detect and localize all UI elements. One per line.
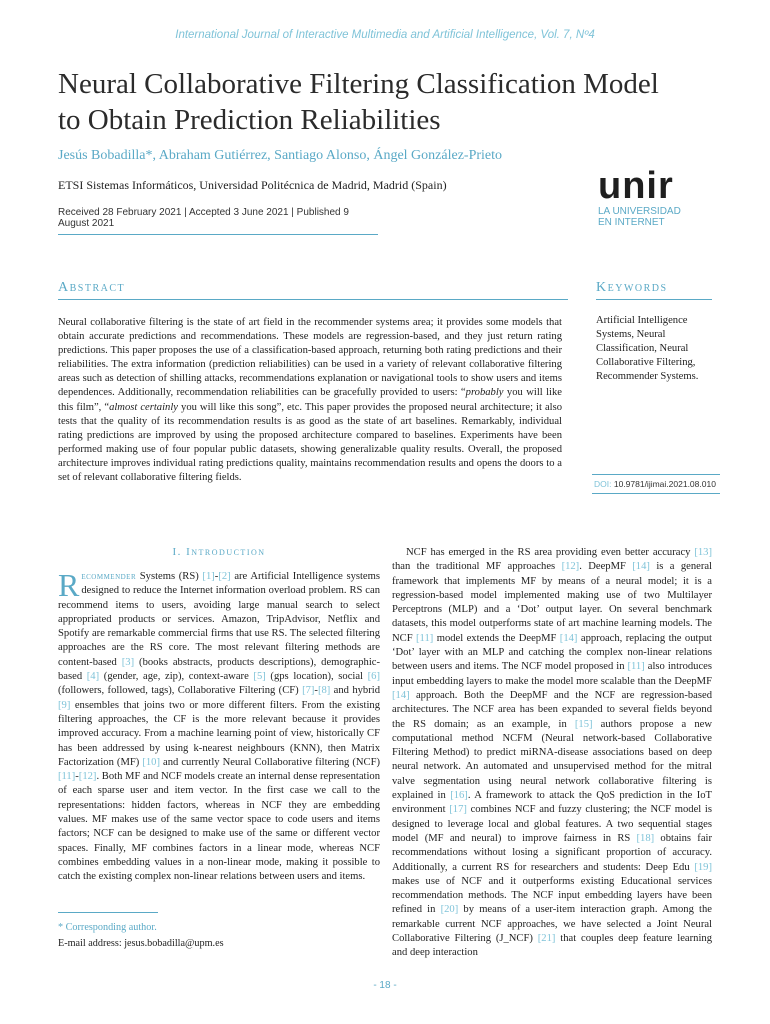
- abstract-emphasis-1: probably: [465, 387, 504, 399]
- footnote: [58, 920, 358, 952]
- body-column-left: [58, 567, 380, 885]
- doi-label: DOI:: [594, 479, 612, 489]
- citation-link[interactable]: [5]: [253, 671, 266, 683]
- text: . DeepMF: [579, 561, 633, 573]
- citation-link[interactable]: [21]: [537, 933, 556, 945]
- doi-value[interactable]: 10.9781/ijimai.2021.08.010: [611, 479, 716, 489]
- text: combines NCF and fuzzy clustering; the NCF model is designed to leverage local and global features. A two sequential stages model (MF and neural) to improve fairness in RS: [392, 804, 712, 844]
- text: that couples deep feature learning and deep interaction: [392, 933, 712, 959]
- text: (gender, age, zip), context-aware: [99, 671, 254, 683]
- citation-link[interactable]: [1]: [202, 571, 215, 582]
- text: ensembles that joins two or more different filters. From the existing filtering approaches, the CF is the more relevant because it provides improved accuracy. From a machine learning point of view, historically CF has been addressed by using k-nearest neighbours (KNN), then Matrix Factorization (MF): [58, 699, 380, 768]
- citation-link[interactable]: [12]: [78, 771, 97, 783]
- keywords-list: Artificial Intelligence Systems, Neural Classification, Neural Collaborative Filtering, Recommender Systems.: [596, 315, 699, 383]
- text: obtains fair recommendations without losing a significant proportion of accuracy. Additionally, a current RS for researchers and students: Deep Edu: [392, 832, 712, 873]
- logo-wordmark: unir: [598, 165, 674, 207]
- abstract-text: [58, 316, 562, 485]
- keywords-heading: Keywords: [596, 280, 712, 300]
- affiliation: ETSI Sistemas Informáticos, Universidad Politécnica de Madrid, Madrid (Spain): [58, 178, 447, 192]
- lead-word: ecommender: [81, 571, 137, 582]
- footnote-rule: [58, 912, 158, 913]
- text: approach, replacing the output ‘Dot’ layer with an MLP and catching the complex non-linear relations between users and items. The NCF model proposed in: [392, 632, 712, 673]
- text: Systems (RS): [136, 571, 203, 582]
- title-line-2: to Obtain Prediction Reliabilities: [58, 104, 441, 136]
- page-number: - 18 -: [373, 980, 397, 991]
- text: -: [214, 571, 219, 582]
- citation-link[interactable]: [11]: [416, 632, 434, 644]
- citation-link[interactable]: [17]: [449, 804, 467, 816]
- logo-tagline-2: EN INTERNET: [598, 217, 665, 228]
- text: and hybrid: [330, 685, 380, 697]
- citation-link[interactable]: [16]: [450, 790, 468, 802]
- text: approach. Both the DeepMF and the NCF are regression-based architectures. The NCF area has been expanded to several fields beyond the RS domain; as an example, in: [392, 689, 712, 730]
- body-column-right: [392, 546, 712, 961]
- citation-link[interactable]: [13]: [694, 547, 712, 558]
- paper-title: [58, 66, 718, 138]
- introduction-heading: I. Introduction: [172, 546, 266, 558]
- text: (followers, followed, tags), Collaborative Filtering (CF): [58, 685, 303, 697]
- footnote-corresponding: * Corresponding author.: [58, 922, 157, 933]
- citation-link[interactable]: [11]: [627, 661, 645, 673]
- citation-link[interactable]: [8]: [317, 685, 331, 697]
- author-list: Jesús Bobadilla*, Abraham Gutiérrez, Santiago Alonso, Ángel González-Prieto: [58, 148, 503, 163]
- citation-link[interactable]: [14]: [559, 632, 578, 644]
- abstract-part-3: you will like this song”, etc. This paper provides the proposed neural architecture; it also tests that the quality of its recommendation results is as good as the state of art baselines. Remarkably, individual rating predictions are improved by using the proposed architecture compared to baselines. Experiments have been performed making use of four popular public datasets, showing generalizable quality results. Overall, the proposed architecture improves individual rating predictions quality, maintains recommendation results and opens the doors to a set of relevant collaborative filtering fields.: [58, 401, 563, 484]
- citation-link[interactable]: [2]: [218, 571, 231, 582]
- text: are Artificial Intelligence systems designed to reduce the Internet information overload problem. RS can recommend items to users, avoiding large manual search to select appropriated products or services. Amazon, TripAdvisor, Netflix and Spotify are remarkable commercial firms that use RS. The selected filtering approaches are the RS core. The most relevant filtering methods are content-based: [58, 571, 380, 668]
- citation-link[interactable]: [14]: [632, 561, 650, 573]
- text: also introduces input embedding layers to make the model more scalable than the DeepMF: [392, 661, 712, 687]
- abstract-emphasis-2: almost certainly: [109, 401, 178, 413]
- citation-link[interactable]: [9]: [58, 699, 71, 711]
- citation-link[interactable]: [19]: [694, 861, 712, 873]
- title-line-1: Neural Collaborative Filtering Classification Model: [58, 68, 659, 100]
- text: makes use of NCF and it outperforms existing Educational services recommendation methods. The NCF input embedding layers have been refined in: [392, 875, 712, 916]
- unir-logo: [598, 166, 718, 228]
- text: than the traditional MF approaches: [392, 561, 562, 573]
- text: and currently Neural Collaborative filtering (NCF): [159, 756, 380, 768]
- citation-link[interactable]: [3]: [121, 656, 135, 668]
- citation-link[interactable]: [20]: [440, 904, 459, 916]
- text: authors propose a new computational method NCFM (Neural network-based Collaborative Filtering Method) to predict miRNA-disease associations based on deep neural network. An automated and unsupervised method for the mitral valve segmentation using neural network collaborative filtering is explained in: [392, 718, 713, 802]
- drop-cap: R: [58, 567, 80, 603]
- footnote-email: E-mail address: jesus.bobadilla@upm.es: [58, 938, 224, 949]
- text: NCF has emerged in the RS area providing even better accuracy: [406, 547, 695, 558]
- citation-link[interactable]: [15]: [574, 718, 593, 730]
- abstract-heading: Abstract: [58, 280, 568, 300]
- citation-link[interactable]: [14]: [392, 689, 410, 701]
- text: (books abstracts, products descriptions), demographic-based: [58, 656, 380, 683]
- text: is a general framework that implements MF by means of a neural model; it is a regression-based model implemented making use of two Multilayer Perceptrons (MLP) and a ‘Dot’ output layer. On several benchmark datasets, this model outperforms state of art machine learning models. The NCF: [392, 561, 713, 644]
- text: -: [314, 685, 318, 697]
- citation-link[interactable]: [12]: [561, 561, 580, 573]
- abstract-part-2: you will like this film”, “: [58, 387, 562, 413]
- doi[interactable]: [592, 474, 720, 494]
- publication-dates: Received 28 February 2021 | Accepted 3 June 2021 | Published 9 August 2021: [58, 207, 378, 235]
- citation-link[interactable]: [4]: [86, 671, 100, 683]
- text: . Both MF and NCF models create an internal dense representation of each sparse user and item vector. In the first case we call to the representations: hidden factors, whereas in NCF they are embedding values. MF makes use of the same vector space to code users and items factors; NCF can be designed to make use of the same or different vector spaces. Finally, MF combines factors in a linear mode, whereas NCF combines embedding values in a non-linear mode, making it possible to catch the existing complex non-linear relations between users and items.: [58, 771, 380, 883]
- text: . A framework to attack the QoS prediction in the IoT environment: [392, 790, 712, 816]
- citation-link[interactable]: [6]: [367, 671, 380, 683]
- journal-header: International Journal of Interactive Multimedia and Artificial Intelligence, Vol. 7, Nº4: [175, 29, 595, 41]
- citation-link[interactable]: [7]: [302, 685, 315, 697]
- text: model extends the DeepMF: [433, 632, 560, 644]
- text: (gps location), social: [265, 671, 368, 683]
- citation-link[interactable]: [11]: [58, 771, 76, 783]
- citation-link[interactable]: [18]: [636, 832, 655, 844]
- text: by means of a user-item interaction graph. Among the remarkable current NCF approaches, we have selected a Joint Neural Collaborative Filtering (J_NCF): [392, 904, 712, 945]
- text: -: [75, 771, 79, 783]
- abstract-part-1: Neural collaborative filtering is the state of art field in the recommender systems area; it provides some models that obtain accurate predictions and recommendations. These models are regression-based, and they just return rating predictions. This paper proposes the use of a classification-based approach, returning both rating predictions and their reliabilities. The extra information (prediction reliabilities) can be used in a variety of relevant collaborative filtering areas such as detection of shilling attacks, recommendations explanation or navigational tools to show users and items dependences. Additionally, recommendation reliabilities can be gracefully provided to users: “: [58, 317, 562, 399]
- logo-tagline-1: LA UNIVERSIDAD: [598, 206, 681, 217]
- citation-link[interactable]: [10]: [142, 756, 160, 768]
